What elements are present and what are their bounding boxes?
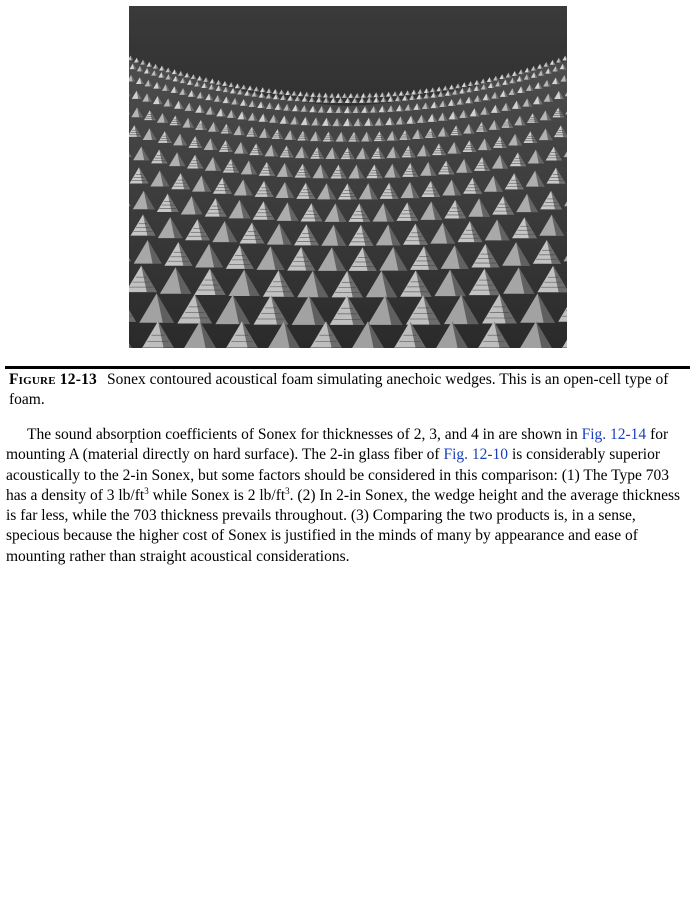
superscript: 3 (285, 485, 290, 496)
body-text-segment: for mounting A (material directly on hard surface). The 2-in glass fiber of (6, 426, 669, 464)
body-text-segment: is considerably superior acoustically to the 2-in Sonex, but some factors should be considered in this comparison: (1) The Type 703 has a density of 3 lb/ft (6, 446, 669, 504)
body-paragraph (6, 425, 686, 567)
figure-label: Figure 12-13 (9, 371, 97, 388)
caption-rule (5, 366, 690, 369)
figure-caption-text: Sonex contoured acoustical foam simulating anechoic wedges. This is an open-cell type of foam. (9, 371, 669, 408)
fig-12-10-link[interactable]: Fig. 12-10 (443, 446, 509, 464)
superscript: 3 (144, 485, 149, 496)
fig-12-14-link[interactable]: Fig. 12-14 (581, 426, 647, 443)
foam-photo (129, 6, 567, 348)
body-text-segment: . (2) In 2-in Sonex, the wedge height and the average thickness is far less, while the 703 thickness prevails throughout. (3) Comparing the two products is, in a sense, specious because the higher cost of Sonex is justified in the minds of many by appearance and ease of mounting rather than straight acoustical considerations. (6, 486, 681, 565)
body-text-segment: while Sonex is 2 lb/ft (148, 486, 286, 504)
figure-caption (9, 370, 689, 410)
body-text-segment: The sound absorption coefficients of Sonex for thicknesses of 2, 3, and 4 in are shown in (27, 426, 582, 443)
